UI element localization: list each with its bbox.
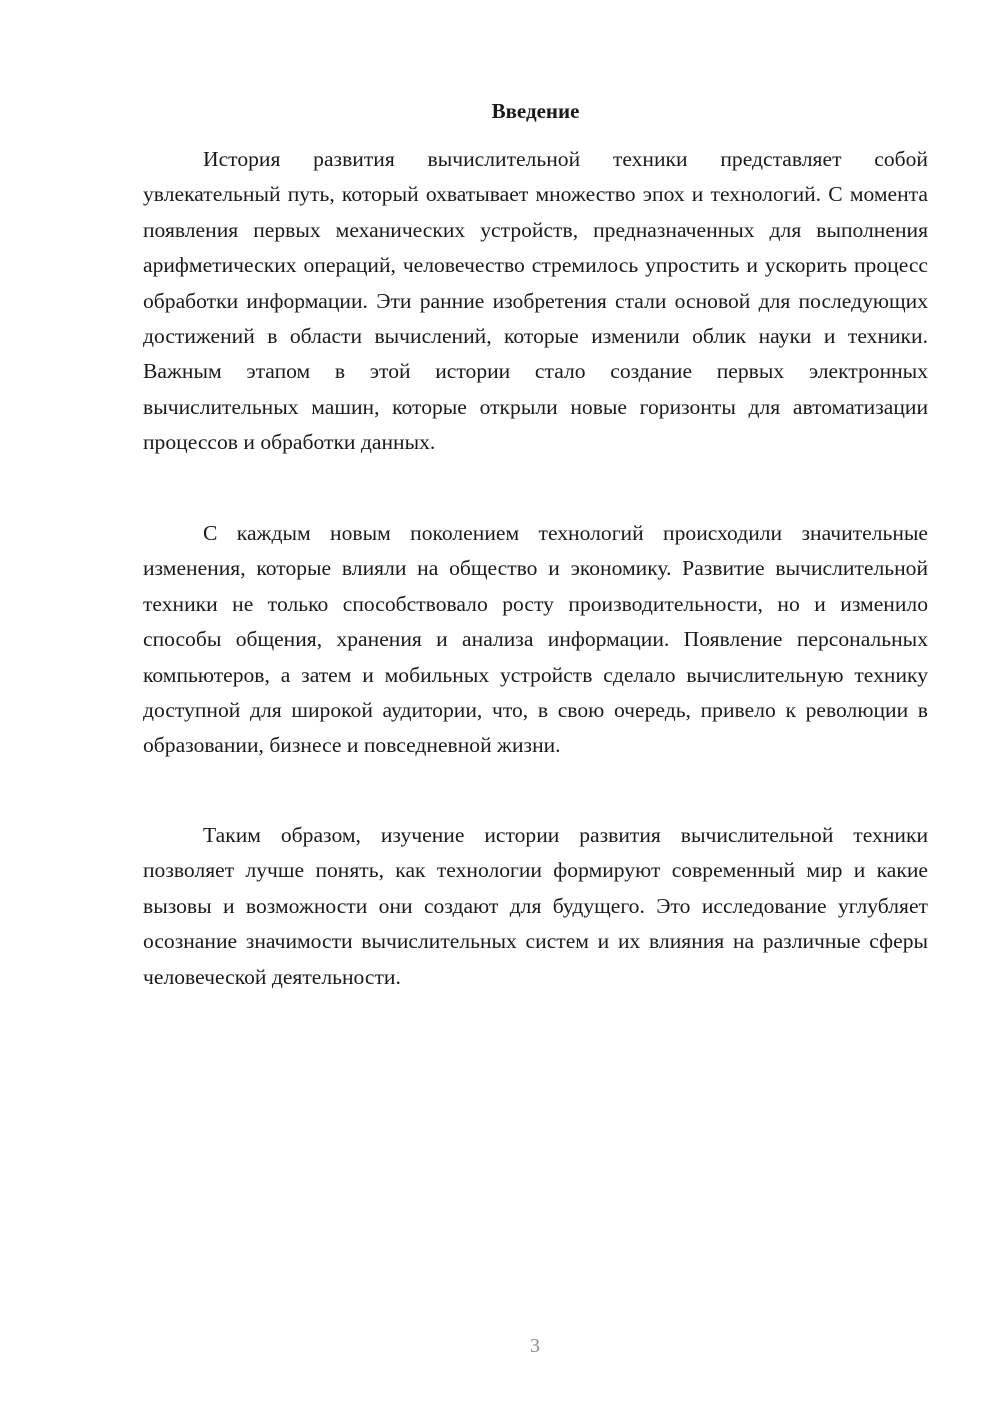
page-number: 3 [530,1335,540,1357]
paragraph-2: С каждым новым поколением технологий происходили значительные изменения, которые влияли на общество и экономику. Развитие вычислительной техники не только способствовало росту производительности, но и изменило способы общения, хранения и анализа информации. Появление персональных компьютеров, а затем и мобильных устройств сделало вычислительную технику доступной для широкой аудитории, что, в свою очередь, привело к революции в образовании, бизнесе и повседневной жизни. [143,521,928,758]
paragraph-3: Таким образом, изучение истории развития вычислительной техники позволяет лучше понять, как технологии формируют современный мир и какие вызовы и возможности они создают для будущего. Это исследование углубляет осознание значимости вычислительных систем и их влияния на различные сферы человеческой деятельности. [143,823,928,989]
paragraph-1: История развития вычислительной техники представляет собой увлекательный путь, который охватывает множество эпох и технологий. С момента появления первых механических устройств, предназначенных для выполнения арифметических операций, человечество стремилось упростить и ускорить процесс обработки информации. Эти ранние изобретения стали основой для последующих достижений в области вычислений, которые изменили облик науки и техники. Важным этапом в этой истории стало создание первых электронных вычислительных машин, которые открыли новые горизонты для автоматизации процессов и обработки данных. [143,147,928,455]
section-heading: Введение [491,99,580,123]
